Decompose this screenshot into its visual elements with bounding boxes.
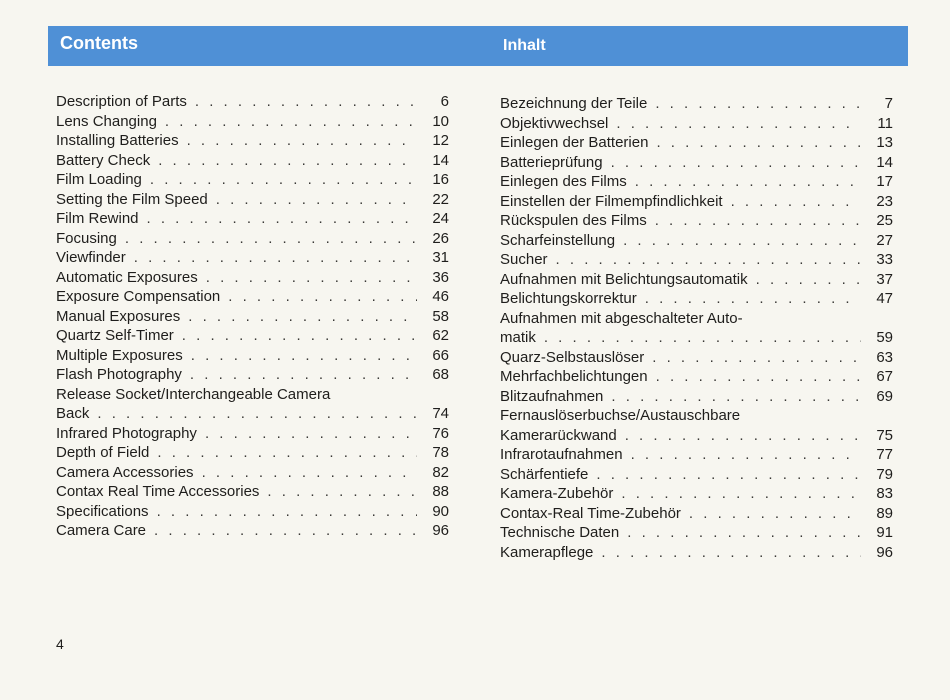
toc-entry-page: 47 bbox=[876, 290, 893, 307]
english-toc-entry bbox=[56, 248, 449, 268]
toc-entry-page: 46 bbox=[432, 288, 449, 305]
german-toc-entry bbox=[500, 445, 893, 465]
toc-entry-page: 14 bbox=[432, 151, 449, 169]
toc-entry-title: matik bbox=[500, 329, 536, 346]
toc-entry-title: Mehrfachbelichtungen bbox=[500, 368, 648, 385]
toc-entry-title: Release Socket/Interchangeable Camera bbox=[56, 385, 331, 403]
dot-leader bbox=[228, 287, 417, 307]
toc-entry-title: Quarz-Selbstauslöser bbox=[500, 348, 645, 366]
toc-entry-page: 14 bbox=[876, 153, 893, 171]
toc-entry-title: Installing Batteries bbox=[56, 132, 179, 149]
toc-entry-page: 33 bbox=[876, 251, 893, 268]
german-toc-entry bbox=[500, 192, 893, 212]
german-contents-list bbox=[500, 94, 893, 562]
toc-entry-title: Film Rewind bbox=[56, 210, 139, 227]
dot-leader bbox=[631, 445, 861, 465]
toc-entry-title: Rückspulen des Films bbox=[500, 212, 647, 229]
dot-leader bbox=[596, 465, 861, 485]
dot-leader bbox=[655, 94, 861, 114]
english-toc-entry bbox=[56, 424, 449, 444]
english-toc-entry bbox=[56, 112, 449, 132]
toc-entry-title: Quartz Self-Timer bbox=[56, 327, 174, 344]
english-toc-entry bbox=[56, 190, 449, 210]
toc-entry-page: 26 bbox=[432, 229, 449, 247]
toc-entry-page: 11 bbox=[877, 114, 893, 132]
toc-entry-page: 31 bbox=[432, 249, 449, 266]
toc-entry-page: 7 bbox=[884, 95, 893, 112]
dot-leader bbox=[656, 133, 861, 153]
dot-leader bbox=[157, 443, 417, 463]
toc-entry-title: Scharfeinstellung bbox=[500, 231, 616, 249]
english-toc-entry bbox=[56, 268, 449, 288]
toc-entry-title: Lens Changing bbox=[56, 112, 157, 130]
dot-leader bbox=[611, 387, 861, 407]
german-toc-entry bbox=[500, 406, 893, 426]
toc-entry-page: 24 bbox=[432, 210, 449, 227]
english-toc-entry bbox=[56, 92, 449, 112]
toc-entry-title: Technische Daten bbox=[500, 524, 620, 541]
german-toc-entry bbox=[500, 465, 893, 485]
english-toc-entry bbox=[56, 151, 449, 171]
toc-entry-page: 90 bbox=[432, 502, 449, 520]
german-toc-entry bbox=[500, 309, 893, 329]
dot-leader bbox=[191, 346, 417, 366]
german-toc-entry bbox=[500, 543, 893, 563]
toc-entry-title: Kamera-Zubehör bbox=[500, 485, 614, 502]
german-toc-entry bbox=[500, 94, 893, 114]
english-toc-entry bbox=[56, 502, 449, 522]
toc-entry-page: 88 bbox=[432, 483, 449, 500]
toc-entry-title: Blitzaufnahmen bbox=[500, 387, 604, 405]
toc-entry-page: 75 bbox=[876, 426, 893, 444]
toc-entry-title: Batterieprüfung bbox=[500, 153, 603, 171]
dot-leader bbox=[267, 482, 417, 502]
toc-entry-title: Belichtungskorrektur bbox=[500, 290, 637, 307]
dot-leader bbox=[150, 170, 417, 190]
german-toc-entry bbox=[500, 289, 893, 309]
toc-entry-title: Camera Accessories bbox=[56, 463, 194, 481]
toc-entry-page: 25 bbox=[876, 212, 893, 229]
toc-entry-page: 59 bbox=[876, 329, 893, 346]
english-toc-entry bbox=[56, 287, 449, 307]
german-toc-entry bbox=[500, 426, 893, 446]
toc-entry-page: 69 bbox=[876, 387, 893, 405]
toc-entry-title: Aufnahmen mit Belichtungsautomatik bbox=[500, 270, 748, 288]
english-toc-entry bbox=[56, 229, 449, 249]
toc-entry-title: Manual Exposures bbox=[56, 307, 181, 325]
toc-entry-title: Back bbox=[56, 405, 90, 422]
dot-leader bbox=[601, 543, 861, 563]
dot-leader bbox=[182, 326, 417, 346]
dot-leader bbox=[756, 270, 861, 290]
dot-leader bbox=[188, 307, 417, 327]
toc-entry-page: 37 bbox=[876, 270, 893, 288]
toc-entry-title: Aufnahmen mit abgeschalteter Auto- bbox=[500, 309, 743, 327]
toc-entry-title: Setting the Film Speed bbox=[56, 190, 208, 208]
german-toc-entry bbox=[500, 504, 893, 524]
toc-entry-page: 89 bbox=[876, 504, 893, 522]
english-toc-entry bbox=[56, 463, 449, 483]
dot-leader bbox=[623, 231, 861, 251]
dot-leader bbox=[158, 151, 417, 171]
english-toc-entry bbox=[56, 482, 449, 502]
dot-leader bbox=[645, 289, 861, 309]
toc-entry-page: 79 bbox=[876, 465, 893, 483]
toc-entry-page: 76 bbox=[432, 424, 449, 442]
dot-leader bbox=[616, 114, 861, 134]
toc-entry-title: Depth of Field bbox=[56, 444, 150, 461]
dot-leader bbox=[556, 250, 861, 270]
toc-entry-title: Infrared Photography bbox=[56, 424, 197, 442]
page-number: 4 bbox=[56, 636, 64, 652]
dot-leader bbox=[625, 426, 861, 446]
dot-leader bbox=[97, 404, 417, 424]
german-toc-entry bbox=[500, 172, 893, 192]
toc-entry-title: Kamerapflege bbox=[500, 543, 594, 561]
toc-entry-title: Camera Care bbox=[56, 522, 147, 539]
dot-leader bbox=[202, 463, 417, 483]
toc-entry-title: Description of Parts bbox=[56, 93, 187, 110]
toc-entry-page: 83 bbox=[876, 485, 893, 502]
toc-entry-page: 78 bbox=[432, 444, 449, 461]
toc-entry-title: Einstellen der Filmempfindlichkeit bbox=[500, 192, 723, 210]
english-toc-entry bbox=[56, 385, 449, 405]
dot-leader bbox=[187, 131, 417, 151]
english-toc-entry bbox=[56, 209, 449, 229]
toc-entry-title: Contax Real Time Accessories bbox=[56, 483, 260, 500]
toc-entry-title: Einlegen des Films bbox=[500, 173, 627, 190]
toc-entry-title: Flash Photography bbox=[56, 366, 182, 383]
dot-leader bbox=[544, 328, 861, 348]
toc-entry-page: 91 bbox=[876, 524, 893, 541]
dot-leader bbox=[635, 172, 861, 192]
toc-entry-page: 10 bbox=[432, 112, 449, 130]
german-toc-entry bbox=[500, 484, 893, 504]
toc-entry-page: 74 bbox=[432, 405, 449, 422]
toc-entry-page: 27 bbox=[876, 231, 893, 249]
german-toc-entry bbox=[500, 133, 893, 153]
toc-entry-title: Automatic Exposures bbox=[56, 268, 198, 286]
toc-entry-page: 68 bbox=[432, 366, 449, 383]
dot-leader bbox=[125, 229, 417, 249]
english-toc-entry bbox=[56, 346, 449, 366]
german-toc-entry bbox=[500, 153, 893, 173]
dot-leader bbox=[652, 348, 861, 368]
toc-entry-title: Kamerarückwand bbox=[500, 426, 617, 444]
toc-entry-page: 22 bbox=[432, 190, 449, 208]
toc-entry-page: 77 bbox=[876, 446, 893, 463]
english-contents-list bbox=[56, 92, 449, 541]
toc-entry-page: 36 bbox=[432, 268, 449, 286]
english-toc-entry bbox=[56, 326, 449, 346]
toc-entry-page: 96 bbox=[432, 522, 449, 539]
english-toc-entry bbox=[56, 170, 449, 190]
contents-header-bar bbox=[48, 26, 908, 66]
german-toc-entry bbox=[500, 211, 893, 231]
contents-title: Contents bbox=[60, 33, 138, 53]
dot-leader bbox=[190, 365, 417, 385]
german-toc-entry bbox=[500, 231, 893, 251]
german-toc-entry bbox=[500, 523, 893, 543]
toc-entry-page: 62 bbox=[432, 327, 449, 344]
toc-entry-title: Specifications bbox=[56, 502, 149, 520]
english-toc-entry bbox=[56, 307, 449, 327]
toc-entry-title: Film Loading bbox=[56, 171, 142, 188]
german-toc-entry bbox=[500, 250, 893, 270]
toc-entry-page: 66 bbox=[432, 346, 449, 364]
toc-entry-page: 13 bbox=[876, 134, 893, 151]
toc-entry-page: 6 bbox=[440, 93, 449, 110]
german-toc-entry bbox=[500, 270, 893, 290]
toc-entry-title: Battery Check bbox=[56, 151, 151, 169]
toc-entry-page: 16 bbox=[432, 171, 449, 188]
dot-leader bbox=[165, 112, 417, 132]
dot-leader bbox=[627, 523, 861, 543]
german-toc-entry bbox=[500, 367, 893, 387]
toc-entry-title: Contax-Real Time-Zubehör bbox=[500, 504, 681, 522]
dot-leader bbox=[195, 92, 417, 112]
toc-entry-title: Bezeichnung der Teile bbox=[500, 95, 648, 112]
inhalt-title: Inhalt bbox=[503, 37, 546, 54]
dot-leader bbox=[655, 211, 861, 231]
toc-entry-title: Einlegen der Batterien bbox=[500, 134, 649, 151]
english-toc-entry bbox=[56, 443, 449, 463]
dot-leader bbox=[134, 248, 417, 268]
toc-entry-page: 12 bbox=[432, 132, 449, 149]
english-toc-entry bbox=[56, 404, 449, 424]
toc-entry-title: Objektivwechsel bbox=[500, 114, 609, 132]
toc-entry-title: Exposure Compensation bbox=[56, 288, 221, 305]
dot-leader bbox=[611, 153, 861, 173]
toc-entry-title: Fernauslöserbuchse/Austauschbare bbox=[500, 407, 741, 424]
dot-leader bbox=[621, 484, 861, 504]
toc-entry-page: 63 bbox=[876, 348, 893, 366]
toc-entry-title: Sucher bbox=[500, 251, 548, 268]
german-toc-entry bbox=[500, 114, 893, 134]
dot-leader bbox=[656, 367, 861, 387]
toc-entry-title: Viewfinder bbox=[56, 249, 126, 266]
toc-entry-title: Schärfentiefe bbox=[500, 465, 589, 483]
german-toc-entry bbox=[500, 348, 893, 368]
toc-entry-page: 58 bbox=[432, 307, 449, 325]
english-toc-entry bbox=[56, 365, 449, 385]
toc-entry-title: Infrarotaufnahmen bbox=[500, 446, 623, 463]
dot-leader bbox=[154, 521, 417, 541]
toc-entry-page: 17 bbox=[876, 173, 893, 190]
german-toc-entry bbox=[500, 387, 893, 407]
toc-entry-page: 96 bbox=[876, 543, 893, 561]
dot-leader bbox=[206, 268, 417, 288]
english-toc-entry bbox=[56, 131, 449, 151]
toc-entry-title: Multiple Exposures bbox=[56, 346, 183, 364]
german-toc-entry bbox=[500, 328, 893, 348]
dot-leader bbox=[205, 424, 417, 444]
english-toc-entry bbox=[56, 521, 449, 541]
dot-leader bbox=[147, 209, 417, 229]
toc-entry-page: 82 bbox=[432, 463, 449, 481]
dot-leader bbox=[216, 190, 417, 210]
dot-leader bbox=[731, 192, 861, 212]
toc-entry-page: 67 bbox=[876, 368, 893, 385]
dot-leader bbox=[689, 504, 861, 524]
dot-leader bbox=[157, 502, 417, 522]
toc-entry-title: Focusing bbox=[56, 229, 117, 247]
toc-entry-page: 23 bbox=[876, 192, 893, 210]
